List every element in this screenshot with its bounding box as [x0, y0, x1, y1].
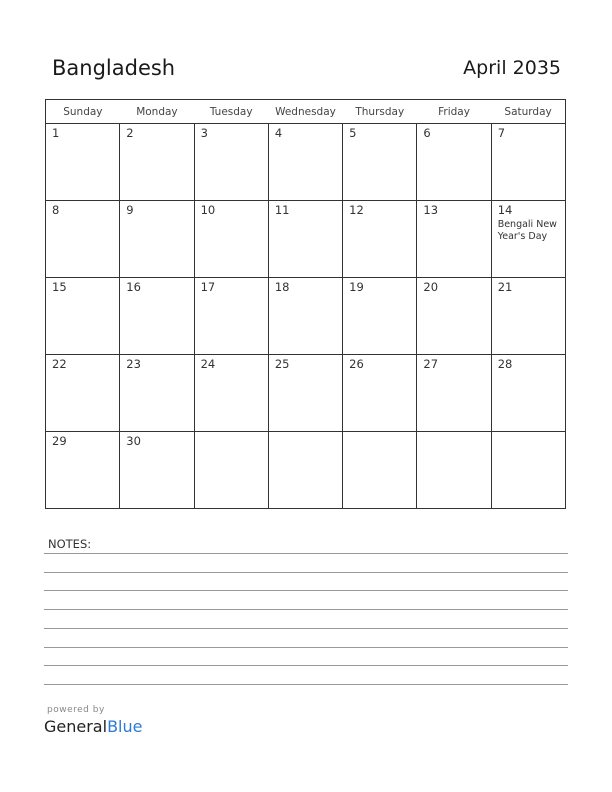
- day-number: 13: [423, 203, 439, 217]
- day-number: [417, 432, 490, 434]
- day-cell[interactable]: [417, 355, 491, 432]
- day-cell[interactable]: [194, 278, 268, 355]
- notes-label: NOTES:: [48, 537, 92, 551]
- week-row: [46, 124, 566, 201]
- day-number: 19: [349, 280, 364, 294]
- day-cell[interactable]: [46, 124, 120, 201]
- brand-blue: Blue: [107, 717, 143, 736]
- week-row: [46, 432, 566, 509]
- day-number: 8: [52, 203, 60, 217]
- week-row: [46, 201, 566, 278]
- weekday-header: Wednesday: [268, 100, 342, 124]
- day-cell[interactable]: [417, 432, 491, 509]
- weekday-header: Saturday: [491, 100, 565, 124]
- day-cell[interactable]: [343, 432, 417, 509]
- day-number: 28: [497, 357, 513, 371]
- day-number: 5: [349, 126, 357, 140]
- day-cell[interactable]: [120, 201, 194, 278]
- note-line: [44, 572, 568, 573]
- day-number: 7: [497, 126, 506, 140]
- day-cell[interactable]: [491, 278, 565, 355]
- weekday-header: Thursday: [343, 100, 417, 124]
- day-number: 26: [349, 357, 364, 371]
- day-cell[interactable]: [343, 124, 417, 201]
- note-line: [44, 665, 568, 666]
- holiday-label: Bengali New Year's Day: [497, 219, 557, 242]
- day-cell[interactable]: [268, 432, 342, 509]
- day-number: 11: [274, 203, 290, 217]
- day-cell[interactable]: [268, 355, 342, 432]
- week-row: [46, 278, 566, 355]
- note-line: [44, 609, 568, 610]
- day-cell[interactable]: [491, 432, 565, 509]
- day-number: 29: [52, 434, 67, 448]
- day-number: [343, 432, 416, 434]
- day-number: 21: [497, 280, 513, 294]
- day-number: 17: [200, 280, 216, 294]
- country-title: Bangladesh: [52, 56, 176, 80]
- generalblue-logo[interactable]: [44, 717, 142, 736]
- day-cell[interactable]: [46, 201, 120, 278]
- day-cell[interactable]: [194, 432, 268, 509]
- day-number: 14: [497, 203, 513, 217]
- day-cell[interactable]: [417, 201, 491, 278]
- brand-general: General: [44, 717, 108, 736]
- day-cell[interactable]: [120, 355, 194, 432]
- day-number: [492, 432, 565, 434]
- day-cell[interactable]: [343, 201, 417, 278]
- day-cell[interactable]: [194, 355, 268, 432]
- day-cell[interactable]: [417, 124, 491, 201]
- day-number: 18: [274, 280, 290, 294]
- day-cell[interactable]: [194, 201, 268, 278]
- day-cell[interactable]: [491, 355, 565, 432]
- day-number: 3: [200, 126, 208, 140]
- day-cell[interactable]: [268, 124, 342, 201]
- day-number: 22: [52, 357, 67, 371]
- day-number: [195, 432, 268, 434]
- day-number: 9: [126, 203, 134, 217]
- calendar-grid: [45, 99, 566, 509]
- day-cell[interactable]: [268, 278, 342, 355]
- day-number: 23: [126, 357, 141, 371]
- day-number: 15: [52, 280, 67, 294]
- day-number: 4: [274, 126, 283, 140]
- day-number: 25: [274, 357, 290, 371]
- month-year-title: April 2035: [463, 57, 561, 79]
- day-cell[interactable]: [417, 278, 491, 355]
- weekday-header: Sunday: [46, 100, 120, 124]
- weekday-header-row: [46, 100, 566, 124]
- note-line: [44, 590, 568, 591]
- day-number: 2: [126, 126, 134, 140]
- day-number: 16: [126, 280, 141, 294]
- weekday-header: Tuesday: [194, 100, 268, 124]
- note-line: [44, 684, 568, 685]
- day-cell[interactable]: [46, 432, 120, 509]
- day-cell[interactable]: [491, 201, 565, 278]
- day-number: 10: [200, 203, 216, 217]
- day-cell[interactable]: [491, 124, 565, 201]
- note-line: [44, 647, 568, 648]
- weekday-header: Monday: [120, 100, 194, 124]
- note-line: [44, 553, 568, 554]
- day-cell[interactable]: [46, 278, 120, 355]
- day-number: 12: [349, 203, 364, 217]
- week-row: [46, 355, 566, 432]
- day-cell[interactable]: [120, 124, 194, 201]
- weekday-header: Friday: [417, 100, 491, 124]
- day-number: 24: [200, 357, 216, 371]
- powered-by-text: powered by: [47, 705, 105, 715]
- day-cell[interactable]: [120, 278, 194, 355]
- day-cell[interactable]: [194, 124, 268, 201]
- day-cell[interactable]: [120, 432, 194, 509]
- day-number: 6: [423, 126, 431, 140]
- note-line: [44, 628, 568, 629]
- day-number: 30: [126, 434, 141, 448]
- day-cell[interactable]: [268, 201, 342, 278]
- day-number: 20: [423, 280, 439, 294]
- day-number: 27: [423, 357, 439, 371]
- day-number: [269, 432, 342, 434]
- day-cell[interactable]: [46, 355, 120, 432]
- day-number: 1: [52, 126, 60, 140]
- day-cell[interactable]: [343, 355, 417, 432]
- day-cell[interactable]: [343, 278, 417, 355]
